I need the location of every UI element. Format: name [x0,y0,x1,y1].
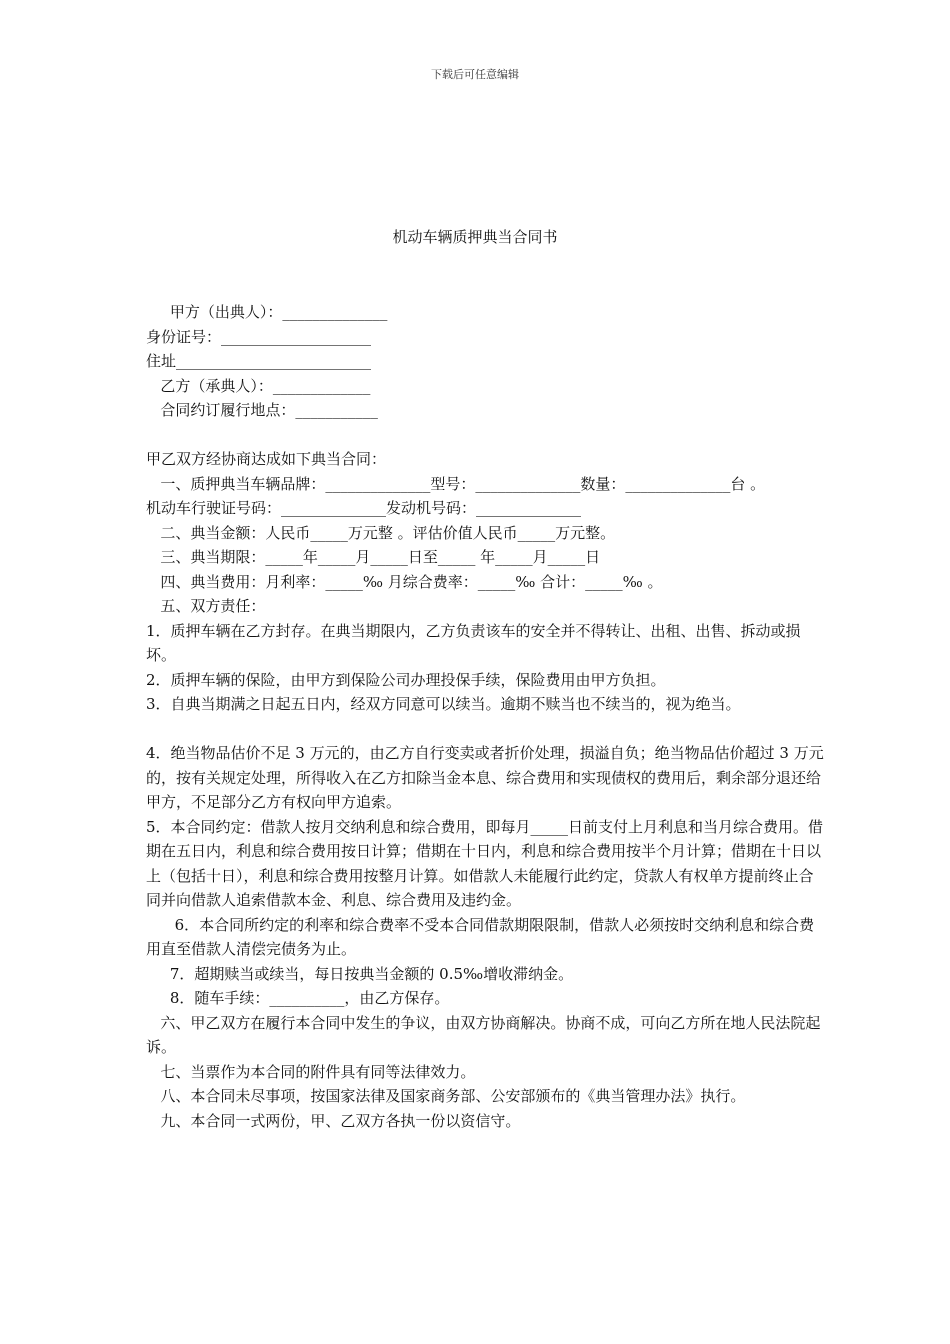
duty-1: 1．质押车辆在乙方封存。在典当期限内，乙方负责该车的安全并不得转让、出租、出售、拆动或损坏。 [146,621,801,664]
id-number-line: 身份证号：____________________ [146,327,372,346]
clause-3-term: 三、典当期限：_____年_____月_____日至_____ 年_____月_____日 [146,548,601,566]
duty-4: 4．绝当物品估价不足 3 万元的，由乙方自行变卖或者折价处理，损溢自负；绝当物品估价超过 3 万元的，按有关规定处理，所得收入在乙方扣除当金本息、综合费用和实现债权的费用后，剩余部分退还给甲方，不足部分乙方有权向甲方追索。 [146,744,824,811]
clause-1-vehicle: 一、质押典当车辆品牌：______________型号：______________数量：______________台 。 [146,474,766,493]
clause-2-amount: 二、典当金额：人民币_____万元整 。评估价值人民币_____万元整。 [146,523,616,542]
duty-2: 2．质押车辆的保险，由甲方到保险公司办理投保手续，保险费用由甲方负担。 [146,670,666,689]
clause-9-copies: 九、本合同一式两份，甲、乙双方各执一份以资信守。 [146,1111,521,1130]
clause-8-law: 八、本合同未尽事项，按国家法律及国家商务部、公安部颁布的《典当管理办法》执行。 [146,1087,746,1105]
duty-7: 7．超期赎当或续当，每日按典当金额的 0.5‰增收滞纳金。 [146,964,574,983]
clause-6-disputes: 六、甲乙双方在履行本合同中发生的争议，由双方协商解决。协商不成，可向乙方所在地人民法院起诉。 [146,1013,821,1056]
clause-4-fees: 四、典当费用：月利率：_____‰ 月综合费率：_____‰ 合计：_____‰ 。 [146,572,663,591]
license-engine-line: 机动车行驶证号码：______________发动机号码：______________ [146,499,582,517]
page-header-note: 下载后可任意编辑 [431,68,519,81]
duty-8: 8．随车手续：__________，由乙方保存。 [146,989,450,1007]
agreement-intro: 甲乙双方经协商达成如下典当合同： [146,450,387,468]
clause-7-ticket: 七、当票作为本合同的附件具有同等法律效力。 [146,1062,476,1081]
document-title: 机动车辆质押典当合同书 [392,228,558,246]
duty-3: 3．自典当期满之日起五日内，经双方同意可以续当。逾期不赎当也不续当的，视为绝当。 [146,695,741,713]
contract-body [146,300,826,1133]
clause-5-heading: 五、双方责任： [146,597,266,615]
party-a-line: 甲方（出典人）：______________ [146,303,388,321]
contract-location-line: 合同约订履行地点：___________ [146,401,378,419]
spacer [146,717,826,742]
spacer [146,423,826,448]
party-b-line: 乙方（承典人）：_____________ [146,376,371,395]
duty-6: 6．本合同所约定的利率和综合费率不受本合同借款期限限制，借款人必须按时交纳利息和综合费用直至借款人清偿完债务为止。 [146,915,815,958]
address-line: 住址__________________________ [146,352,372,370]
duty-5: 5．本合同约定：借款人按月交纳利息和综合费用，即每月_____日前支付上月利息和当月综合费用。借期在五日内，利息和综合费用按日计算；借期在十日内，利息和综合费用按半个月计算；借期在十日以上（包括十日），利息和综合费用按整月计算。如借款人未能履行此约定，贷款人有权单方提前终止合同并向借款人追索借款本金、利息、综合费用及违约金。 [146,817,824,909]
